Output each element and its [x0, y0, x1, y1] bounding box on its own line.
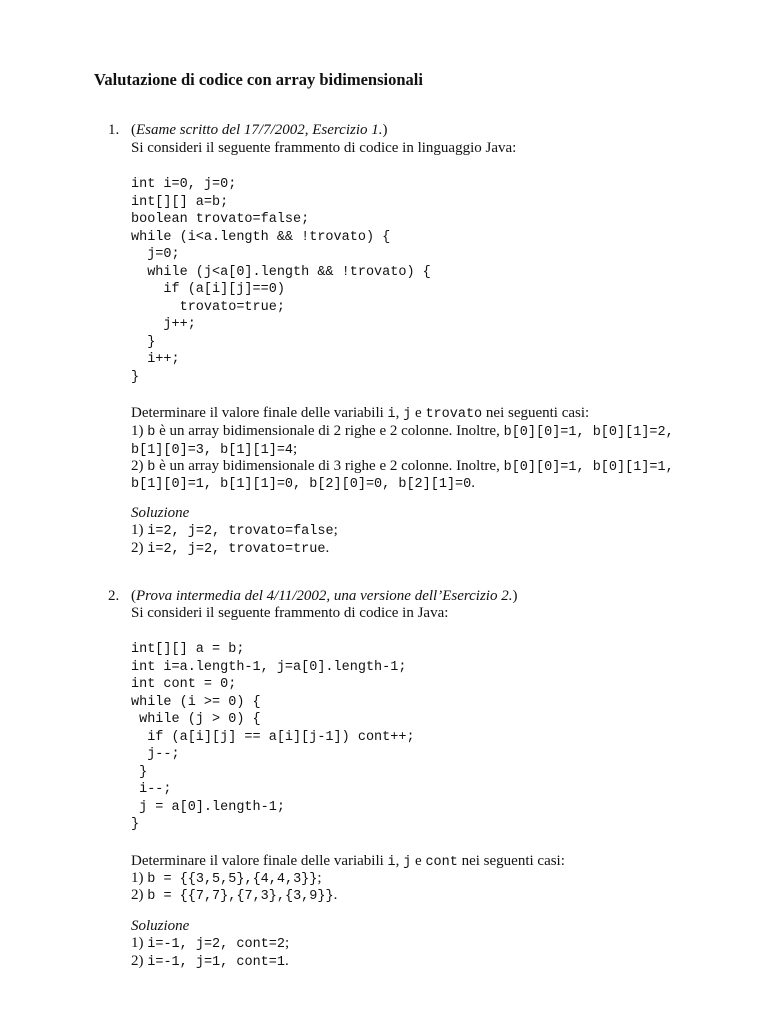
case1-num: 1) — [131, 423, 148, 439]
exercise-1-question — [131, 405, 589, 422]
exercise-1-code: int i=0, j=0; int[][] a=b; boolean trovato=false; while (i<a.length && !trovato) { j=0; while (j<a[0].length && !trovato) { if (a[i][j]==0) trovato=true; j++; } i++; } — [131, 177, 431, 385]
case1-var-b: b — [147, 425, 156, 440]
exercise-2-intro: Si consideri il seguente frammento di codice in Java: — [131, 605, 449, 621]
sol1-2-end: . — [325, 540, 330, 556]
q1-prefix: Determinare il valore finale delle variabili — [131, 405, 388, 421]
exercise-2-solution-label: Soluzione — [131, 918, 190, 934]
exercise-2-case-1 — [131, 870, 322, 887]
sol2-1-num: 1) — [131, 935, 148, 951]
q2-sep2: e — [411, 853, 426, 869]
sol1-1-num: 1) — [131, 522, 148, 538]
exercise-1-source: (Esame scritto del 17/7/2002, Esercizio 1.) — [131, 122, 388, 138]
sol2-2-code: i=-1, j=1, cont=1 — [147, 955, 285, 970]
exercise-1-solution-label: Soluzione — [131, 505, 190, 521]
exercise-1-case-2-line-1 — [131, 458, 674, 475]
q1-sep2: e — [411, 405, 426, 421]
case1-text: è un array bidimensionale di 2 righe e 2 colonne. Inoltre, — [155, 423, 504, 439]
ex2-case2-code: b = {{7,7},{7,3},{3,9}} — [147, 889, 334, 904]
q1-suffix: nei seguenti casi: — [482, 405, 590, 421]
case1-values-a: b[0][0]=1, b[0][1]=2, — [503, 425, 674, 440]
exercise-2-question — [131, 853, 565, 870]
exercise-1-solution-1 — [131, 522, 338, 539]
q2-var-i: i — [387, 855, 396, 870]
sol2-1-end: ; — [284, 935, 290, 951]
exercise-2-solution-2 — [131, 953, 289, 970]
document-title: Valutazione di codice con array bidimensionali — [94, 70, 423, 89]
q1-var-i: i — [387, 407, 396, 422]
exercise-1-number: 1. — [108, 122, 120, 138]
case1-values-b: b[1][0]=3, b[1][1]=4 — [131, 443, 294, 458]
exercise-2-solution-1 — [131, 935, 289, 952]
exercise-1-source-text: Esame scritto del 17/7/2002, Esercizio 1. — [136, 122, 383, 138]
ex2-case2-num: 2) — [131, 887, 148, 903]
exercise-1-solution-2 — [131, 540, 329, 557]
q2-var-cont: cont — [425, 855, 458, 870]
exercise-2-case-2 — [131, 887, 337, 904]
sol1-1-code: i=2, j=2, trovato=false — [147, 524, 334, 539]
ex2-case1-end: ; — [317, 870, 322, 886]
case2-var-b: b — [147, 460, 156, 475]
ex2-case1-code: b = {{3,5,5},{4,4,3}} — [147, 872, 318, 887]
sol2-2-end: . — [284, 953, 289, 969]
q1-var-trovato: trovato — [425, 407, 483, 422]
exercise-2-source-text: Prova intermedia del 4/11/2002, una versione dell’Esercizio 2. — [136, 588, 513, 604]
sol1-2-code: i=2, j=2, trovato=true — [147, 542, 326, 557]
exercise-2-source: (Prova intermedia del 4/11/2002, una versione dell’Esercizio 2.) — [131, 588, 518, 604]
q1-var-j: j — [403, 407, 412, 422]
exercise-2-number: 2. — [108, 588, 120, 604]
exercise-2-code: int[][] a = b; int i=a.length-1, j=a[0].length-1; int cont = 0; while (i >= 0) { while (j > 0) { if (a[i][j] == a[i][j-1]) cont++; j--; } i--; j = a[0].length-1; } — [131, 642, 415, 832]
exercise-1-intro: Si consideri il seguente frammento di codice in linguaggio Java: — [131, 140, 517, 156]
case1-end: ; — [293, 441, 298, 457]
case2-values-b: b[1][0]=1, b[1][1]=0, b[2][0]=0, b[2][1]=0 — [131, 477, 472, 492]
exercise-1-case-1-line-1 — [131, 423, 674, 440]
case2-num: 2) — [131, 458, 148, 474]
sol2-1-code: i=-1, j=2, cont=2 — [147, 937, 285, 952]
sol1-2-num: 2) — [131, 540, 148, 556]
q2-sep1: , — [395, 853, 404, 869]
q2-var-j: j — [403, 855, 412, 870]
q1-sep1: , — [395, 405, 404, 421]
exercise-1-case-2-line-2 — [131, 475, 475, 492]
exercise-1-case-1-line-2 — [131, 441, 297, 458]
case2-end: . — [471, 475, 476, 491]
case2-text: è un array bidimensionale di 3 righe e 2 colonne. Inoltre, — [155, 458, 504, 474]
sol2-2-num: 2) — [131, 953, 148, 969]
sol1-1-end: ; — [333, 522, 338, 538]
ex2-case2-end: . — [333, 887, 338, 903]
q2-suffix: nei seguenti casi: — [457, 853, 565, 869]
case2-values-a: b[0][0]=1, b[0][1]=1, — [503, 460, 674, 475]
q2-prefix: Determinare il valore finale delle variabili — [131, 853, 388, 869]
ex2-case1-num: 1) — [131, 870, 148, 886]
